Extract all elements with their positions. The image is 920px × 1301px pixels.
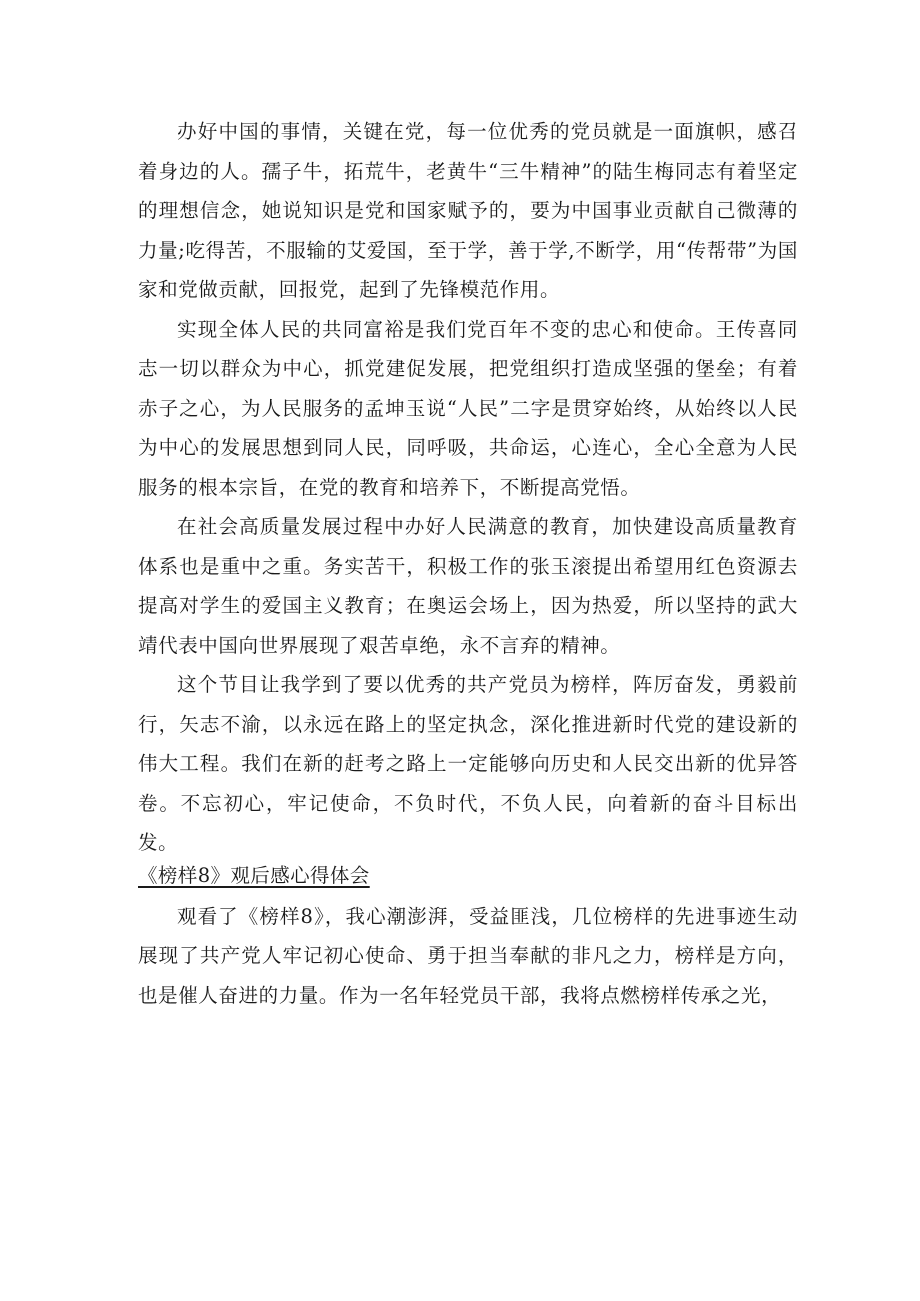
paragraph-2: 实现全体人民的共同富裕是我们党百年不变的忠心和使命。王传喜同志一切以群众为中心，抓党建促发展，把党组织打造成坚强的堡垒；有着赤子之心，为人民服务的孟坤玉说“人民”二字是贯穿始终，从始终以人民为中心的发展思想到同人民，同呼吸，共命运，心连心，全心全意为人民服务的根本宗旨，在党的教育和培养下，不断提高党悟。	[138, 317, 798, 499]
paragraph-3: 在社会高质量发展过程中办好人民满意的教育，加快建设高质量教育体系也是重中之重。务实苦干，积极工作的张玉滚提出希望用红色资源去提高对学生的爱国主义教育；在奥运会场上，因为热爱，所以坚持的武大靖代表中国向世界展现了艰苦卓绝，永不言弃的精神。	[138, 515, 798, 657]
section-paragraph-1: 观看了《榜样8》，我心潮澎湃，受益匪浅，几位榜样的先进事迹生动展现了共产党人牢记初心使命、勇于担当奉献的非凡之力，榜样是方向，也是催人奋进的力量。作为一名年轻党员干部，我将点燃榜样传承之光，	[138, 904, 798, 1007]
document-page	[138, 112, 798, 1015]
paragraph-1: 办好中国的事情，关键在党，每一位优秀的党员就是一面旗帜，感召着身边的人。孺子牛，拓荒牛，老黄牛“三牛精神”的陆生梅同志有着坚定的理想信念，她说知识是党和国家赋予的，要为中国事业贡献自己微薄的力量;吃得苦，不服输的艾爱国，至于学，善于学,不断学，用“传帮带”为国家和党做贡献，回报党，起到了先锋模范作用。	[138, 120, 798, 301]
section-title: 《榜样8》观后感心得体会	[138, 863, 370, 887]
paragraph-4: 这个节目让我学到了要以优秀的共产党员为榜样，阵厉奋发，勇毅前行，矢志不渝，以永远在路上的坚定执念，深化推进新时代党的建设新的伟大工程。我们在新的赶考之路上一定能够向历史和人民交出新的优异答卷。不忘初心，牢记使命，不负时代，不负人民，向着新的奋斗目标出发。	[138, 673, 798, 854]
